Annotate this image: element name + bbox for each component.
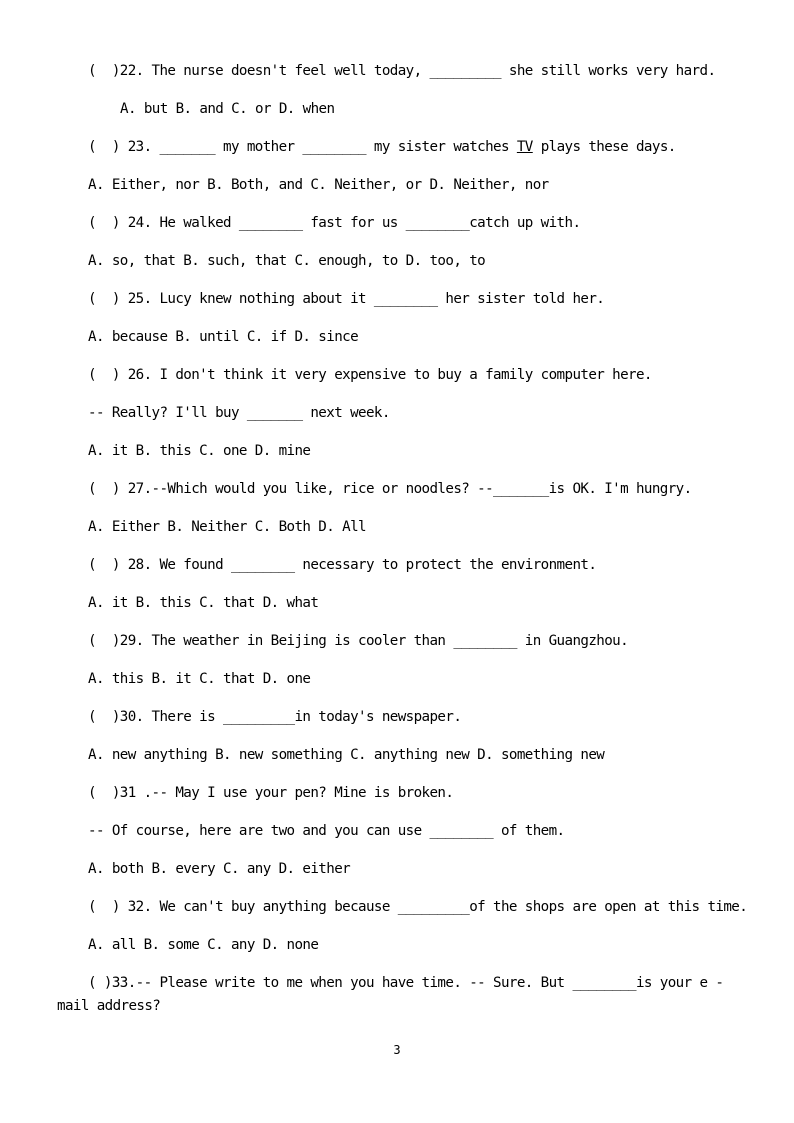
question-33: ( )33.-- Please write to me when you have time. -- Sure. But ________is your e - mail address? [57, 975, 724, 1014]
question-32-options: A. all B. some C. any D. none [88, 937, 319, 953]
question-23 [88, 137, 676, 157]
question-32: ( ) 32. We can't buy anything because _________of the shops are open at this time. [88, 899, 748, 915]
question-31-reply: -- Of course, here are two and you can use ________ of them. [88, 823, 565, 839]
question-27: ( ) 27.--Which would you like, rice or noodles? --_______is OK. I'm hungry. [88, 481, 692, 497]
question-31-options: A. both B. every C. any D. either [88, 861, 351, 877]
question-24-options: A. so, that B. such, that C. enough, to D. too, to [88, 253, 486, 269]
question-29-options: A. this B. it C. that D. one [88, 671, 311, 687]
question-23-text-end: plays these days. [532, 139, 676, 155]
question-22-options: A. but B. and C. or D. when [120, 101, 335, 117]
question-28: ( ) 28. We found ________ necessary to protect the environment. [88, 557, 597, 573]
question-26: ( ) 26. I don't think it very expensive to buy a family computer here. [88, 367, 652, 383]
question-23-text-start: ( ) 23. _______ my mother ________ my sister watches [88, 139, 517, 155]
question-24: ( ) 24. He walked ________ fast for us ________catch up with. [88, 215, 581, 231]
question-30-options: A. new anything B. new something C. anything new D. something new [88, 747, 605, 763]
question-26-reply: -- Really? I'll buy _______ next week. [88, 405, 390, 421]
question-25: ( ) 25. Lucy knew nothing about it ________ her sister told her. [88, 291, 605, 307]
question-26-options: A. it B. this C. one D. mine [88, 443, 311, 459]
question-28-options: A. it B. this C. that D. what [88, 595, 319, 611]
question-22: ( )22. The nurse doesn't feel well today, _________ she still works very hard. [88, 63, 716, 79]
question-25-options: A. because B. until C. if D. since [88, 329, 359, 345]
question-23-underlined-tv: TV [516, 139, 533, 155]
question-27-options: A. Either B. Neither C. Both D. All [88, 519, 366, 535]
question-23-options: A. Either, nor B. Both, and C. Neither, or D. Neither, nor [88, 177, 549, 193]
question-31: ( )31 .-- May I use your pen? Mine is broken. [88, 785, 454, 801]
question-29: ( )29. The weather in Beijing is cooler than ________ in Guangzhou. [88, 633, 629, 649]
question-30: ( )30. There is _________in today's newspaper. [88, 709, 462, 725]
page-number: 3 [393, 1043, 401, 1057]
